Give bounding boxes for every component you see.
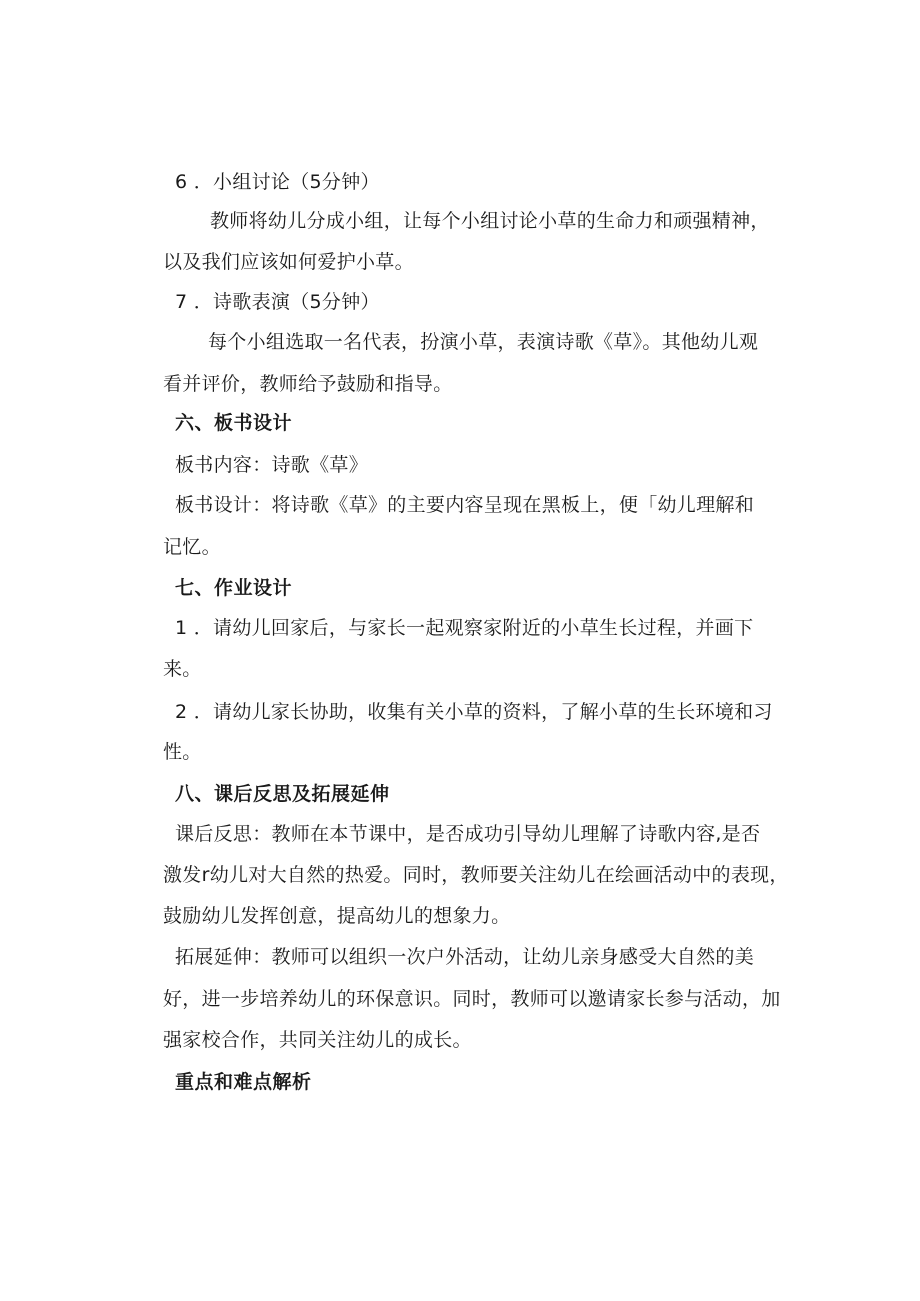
reflection-line-3: 鼓励幼儿发挥创意，提高幼儿的想象力。 xyxy=(163,905,511,927)
homework-2-line-1: 2 ．请幼儿家长协助，收集有关小草的资料，了解小草的生长环境和习 xyxy=(175,701,773,723)
section-6-paragraph-line-1: 教师将幼儿分成小组，让每个小组讨论小草的生命力和顽强精神， xyxy=(210,210,770,232)
section-7-paragraph-line-2: 看并评价，教师给予鼓励和指导。 xyxy=(163,373,453,395)
heading-board-design: 六、板书设计 xyxy=(175,412,293,434)
reflection-line-2: 激发r幼儿对大自然的热爱。同时，教师要关注幼儿在绘画活动中的表现， xyxy=(163,864,789,886)
board-content-line: 板书内容：诗歌《草》 xyxy=(175,454,369,476)
heading-reflection-extension: 八、课后反思及拓展延伸 xyxy=(175,783,390,805)
extension-line-2: 好，进一步培养幼儿的环保意识。同时，教师可以邀请家长参与活动，加 xyxy=(163,988,781,1010)
section-7-paragraph-line-1: 每个小组选取一名代表，扮演小草，表演诗歌《草》。其他幼儿观 xyxy=(208,331,759,353)
extension-line-3: 强家校合作，共同关注幼儿的成长。 xyxy=(163,1029,472,1051)
board-design-line-1: 板书设计：将诗歌《草》的主要内容呈现在黑板上，便「幼儿理解和 xyxy=(175,494,755,516)
board-design-line-2: 记忆。 xyxy=(163,536,221,558)
homework-1-line-2: 来。 xyxy=(163,658,202,680)
extension-line-1: 拓展延伸：教师可以组织一次户外活动，让幼儿亲身感受大自然的美 xyxy=(175,946,755,968)
section-6-title: 6 ．小组讨论（5分钟） xyxy=(175,171,380,193)
heading-key-difficult-points: 重点和难点解析 xyxy=(175,1071,312,1093)
section-7-title: 7 ．诗歌表演（5分钟） xyxy=(175,291,380,313)
homework-2-line-2: 性。 xyxy=(163,741,202,763)
reflection-line-1: 课后反思：教师在本节课中，是否成功引导幼儿理解了诗歌内容,是否 xyxy=(175,823,761,845)
homework-1-line-1: 1 ．请幼儿回家后，与家长一起观察家附近的小草生长过程，并画下 xyxy=(175,617,754,639)
section-6-paragraph-line-2: 以及我们应该如何爱护小草。 xyxy=(163,251,414,273)
heading-homework-design: 七、作业设计 xyxy=(175,577,293,599)
